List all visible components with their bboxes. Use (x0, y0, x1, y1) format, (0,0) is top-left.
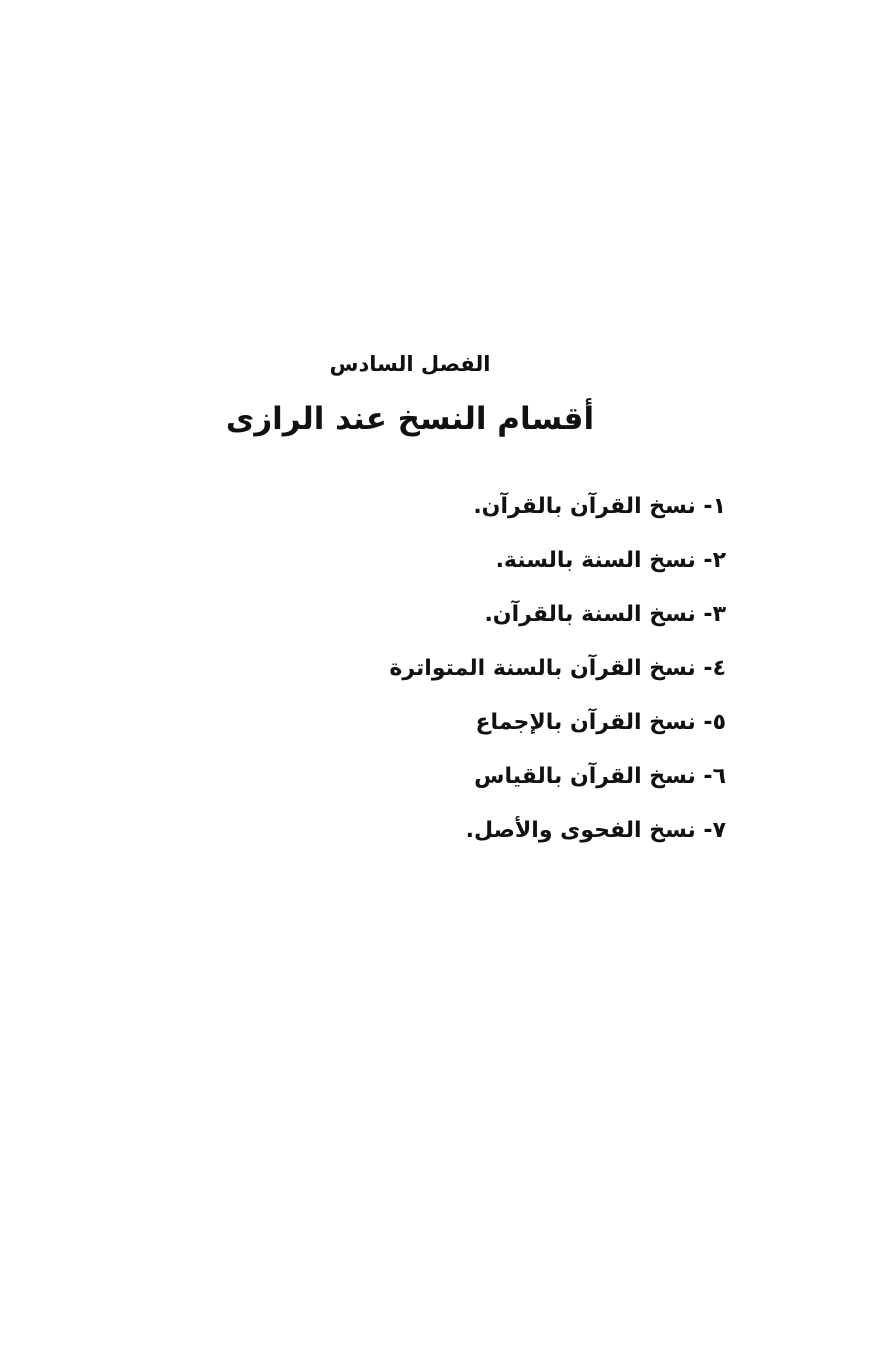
topic-item-3: ٣- نسخ السنة بالقرآن. (484, 602, 726, 627)
topic-item-2: ٢- نسخ السنة بالسنة. (495, 548, 726, 573)
chapter-number: الفصل السادس (329, 352, 491, 376)
chapter-title: أقسام النسخ عند الرازى (225, 401, 595, 437)
topic-item-5: ٥- نسخ القرآن بالإجماع (475, 710, 726, 735)
topic-item-6: ٦- نسخ القرآن بالقياس (474, 764, 726, 789)
topic-item-4: ٤- نسخ القرآن بالسنة المتواترة (389, 656, 726, 681)
topic-item-1: ١- نسخ القرآن بالقرآن. (473, 494, 726, 519)
topic-item-7: ٧- نسخ الفحوى والأصل. (465, 818, 726, 843)
topics-list (346, 489, 726, 867)
